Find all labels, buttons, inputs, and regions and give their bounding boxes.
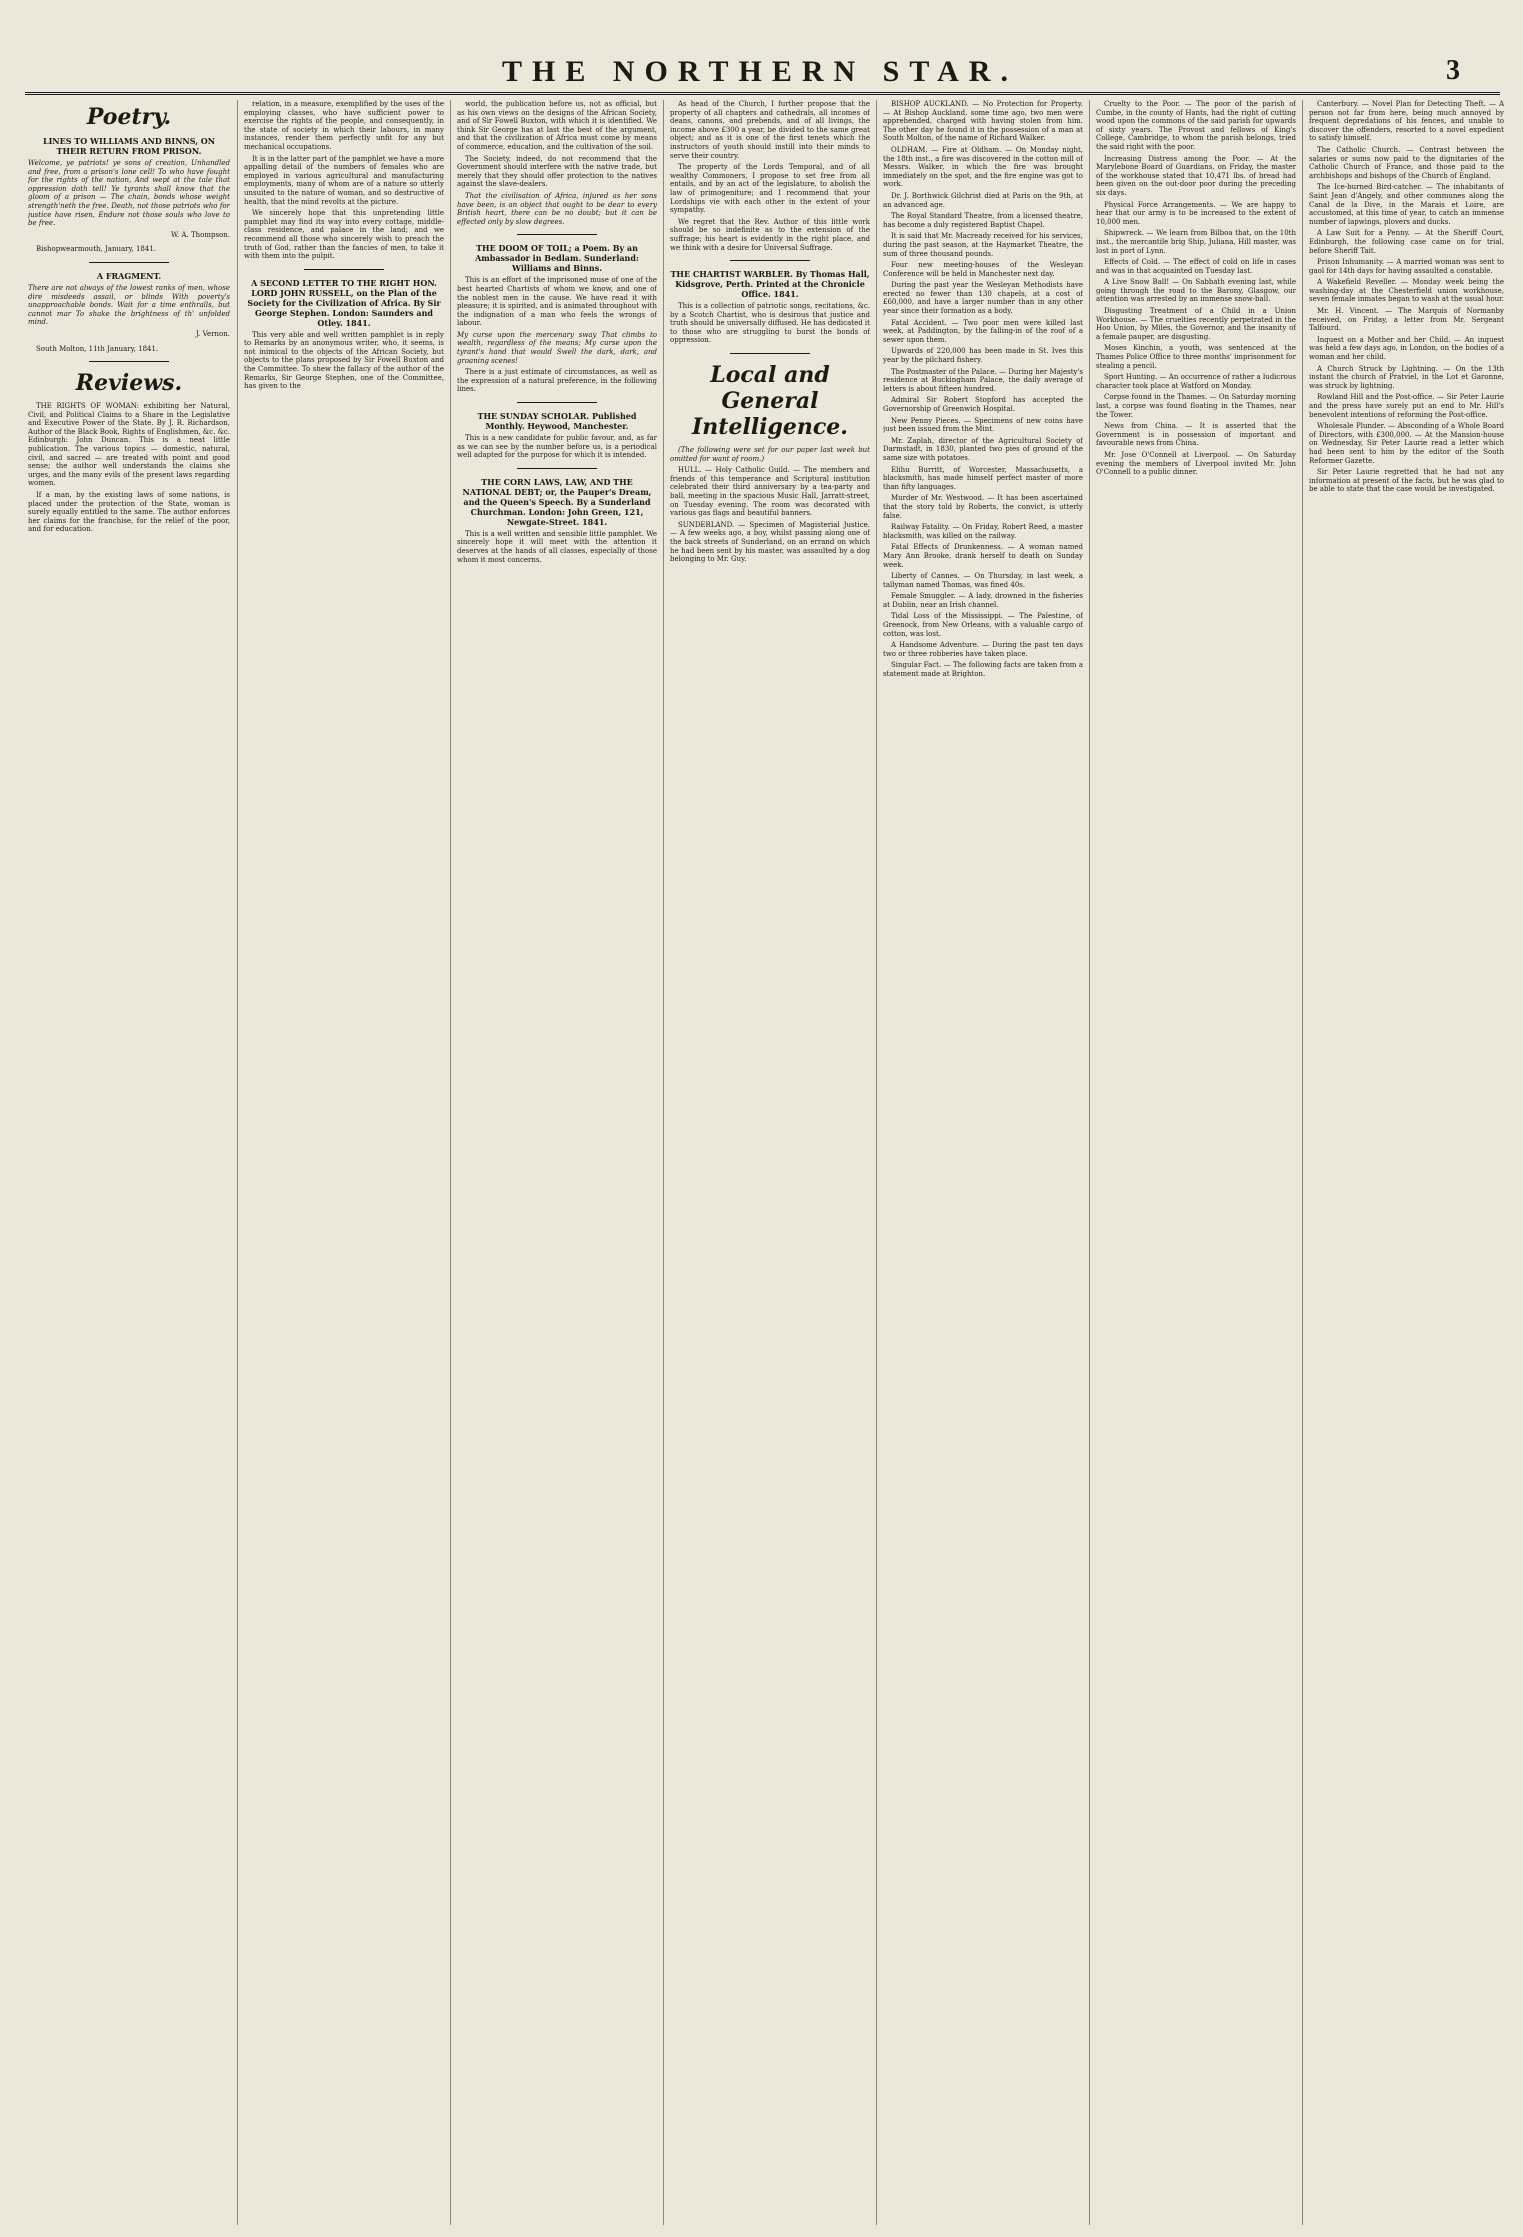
news-item: The Catholic Church. — Contrast between the salaries or sums now paid to the dignitaries of the Catholic Church of France, and those paid to the archbishops and bishops of the Church of England.	[1309, 145, 1504, 180]
news-item: OLDHAM. — Fire at Oldham. — On Monday night, the 18th inst., a fire was discovered in the cotton mill of Messrs. Walker, in which the fire was brought immediately on the spot, and the fire engine was got to work.	[883, 145, 1083, 189]
news-item: Fatal Accident. — Two poor men were killed last week, at Paddington, by the falling-in of the roof of a sewer upon them.	[883, 318, 1083, 344]
fragment-title: A FRAGMENT.	[96, 270, 162, 281]
news-item: The Royal Standard Theatre, from a licensed theatre, has become a duly registered Baptist Chapel.	[883, 212, 1083, 229]
column-1	[28, 100, 230, 2225]
article-text: It is in the latter part of the pamphlet we have a more appalling detail of the numbers of females who are employed in various agricultural and manufacturing employments, many of whom are of a nature so utterly unsuited to the nature of woman, and so destructive of health, that the mind revolts at the picture.	[244, 154, 444, 206]
news-item: Tidal Loss of the Mississippi. — The Palestine, of Greenock, from New Orleans, with a valuable cargo of cotton, was lost.	[883, 612, 1083, 638]
poem-text: Welcome, ye patriots! ye sons of creation, Unhandled and free, from a prison's lone cell! To who have fought for the rights of the nation, And wept at the tale that oppression doth tell! Ye tyrants shall know that the gloom of a prison — The chain, bonds whose weight strength'neth the free. Death, not those patriots who for justice have risen, Endure not those souls who love to be free.	[28, 159, 230, 228]
news-item: It is said that Mr. Macready received for his services, during the past season, at the Haymarket Theatre, the sum of three thousand pounds.	[883, 232, 1083, 258]
column-5	[883, 100, 1083, 2225]
masthead-title: THE NORTHERN STAR.	[502, 55, 1018, 88]
news-item: Dr. J. Borthwick Gilchrist died at Paris on the 9th, at an advanced age.	[883, 191, 1083, 209]
news-item: SUNDERLAND. — Specimen of Magisterial Justice. — A few weeks ago, a boy, whilst passing along one of the back streets of Sunderland, on an errand on which he had been sent by his master, was assaulted by a dog belonging to Mr. Guy.	[670, 520, 870, 564]
article-text: world, the publication before us, not as official, but as his own views on the designs of the African Society, and of Sir Fowell Buxton, with which it is identified. We think Sir George has at last the best of the argument, and that the civilization of Africa must come by means of commerce, education, and the cultivation of the soil.	[457, 100, 657, 151]
news-item: Rowland Hill and the Post-office. — Sir Peter Laurie and the press have surely put an end to Mr. Hill's benevolent intentions of reforming the Post-office.	[1309, 393, 1504, 419]
news-item: Inquest on a Mother and her Child. — An inquest was held a few days ago, in London, on the bodies of a woman and her child.	[1309, 335, 1504, 362]
section-head-reviews: Reviews.	[75, 370, 183, 397]
review-title: THE CORN LAWS, LAW, AND THE NATIONAL DEBT; or, the Pauper's Dream, and the Queen's Speech. By a Sunderland Churchman. London: John Green, 121, Newgate-Street. 1841.	[462, 476, 652, 527]
news-item: Female Smuggler. — A lady, drowned in the fisheries at Dublin, near an Irish channel.	[883, 592, 1083, 609]
news-item: Physical Force Arrangements. — We are happy to hear that our army is to be increased to the extent of 10,000 men.	[1096, 200, 1296, 226]
article-text: This is a collection of patriotic songs, recitations, &c. by a Scotch Chartist, who is desirous that justice and truth should be universally diffused. He has dedicated it to those who are struggling to burst the bonds of oppression.	[670, 302, 870, 345]
news-item: Four new meeting-houses of the Wesleyan Conference will be held in Manchester next day.	[883, 261, 1083, 278]
column-divider	[237, 100, 238, 2225]
news-item: A Law Suit for a Penny. — At the Sheriff Court, Edinburgh, the following case came on for trial, before Sheriff Tait.	[1309, 229, 1504, 255]
news-item: Increasing Distress among the Poor. — At the Marylebone Board of Guardians, on Friday, the master of the workhouse stated that 10,471 lbs. of bread had been given on the out-door poor during the preceding six days.	[1096, 154, 1296, 197]
news-item: Murder of Mr. Westwood. — It has been ascertained that the story told by Roberts, the convict, is utterly false.	[883, 494, 1083, 520]
article-text: The Society, indeed, do not recommend that the Government should interfere with the native trade, but merely that they should offer protection to the natives against the slave-dealers.	[457, 154, 657, 189]
news-item: Upwards of 220,000 has been made in St. Ives this year by the pilchard fishery.	[883, 347, 1083, 365]
article-quote: That the civilisation of Africa, injured as her sons have been, is an object that ought to be dear to every British heart, there can be no doubt; but it can be effected only by slow degrees.	[457, 191, 657, 226]
article-text: As head of the Church, I further propose that the property of all chapters and cathedrals, all incomes of deans, canons, and prebends, and of all livings, the income above £300 a year, be divided to the same great object; and as it is one of the first tenets which the instructors of youth should instill into their minds to serve their country.	[670, 100, 870, 160]
news-item: Shipwreck. — We learn from Bilboa that, on the 10th inst., the mercantile brig Ship, Juliana, Hill master, was lost in port of Lynn.	[1096, 229, 1296, 255]
news-item: During the past year the Wesleyan Methodists have erected no fewer than 130 chapels, at a cost of £60,000, and have a larger number than in any other year since their formation as a body.	[883, 281, 1083, 316]
article-text: relation, in a measure, exemplified by the uses of the employing classes, who have sufficient power to exercise the rights of the people, and consequently, in the state of society in which their labours, in many instances, render them perfectly unfit for any but mechanical occupations.	[244, 100, 444, 151]
news-item: Singular Fact. — The following facts are taken from a statement made at Brighton.	[883, 661, 1083, 679]
news-item: A Church Struck by Lightning. — On the 13th instant the church of Pratviel, in the Lot et Garonne, was struck by lightning.	[1309, 364, 1504, 390]
news-item: Elihu Burritt, of Worcester, Massachusetts, a blacksmith, has made himself perfect master of more than fifty languages.	[883, 465, 1083, 491]
column-divider	[1302, 100, 1303, 2225]
fragment-place: South Molton, 11th January, 1841.	[36, 344, 159, 353]
news-item: Cruelty to the Poor. — The poor of the parish of Cumbe, in the county of Hants, had the right of cutting wood upon the commons of the said parish for upwards of sixty years. The Provost and fellows of King's College, Cambridge, to whom the parish belongs, tried the said right with the poor.	[1096, 100, 1296, 151]
news-item: Mr. H. Vincent. — The Marquis of Normanby received, on Friday, a letter from Mr. Sergeant Talfourd.	[1309, 307, 1504, 333]
news-item: HULL. — Holy Catholic Guild. — The members and friends of this temperance and Scriptural institution celebrated their third anniversary by a tea-party and ball, meeting in the spacious Music Hall, Jarratt-street, on Tuesday evening. The room was decorated with various gas flags and beautiful banners.	[670, 466, 870, 518]
column-divider	[663, 100, 664, 2225]
news-item: Mr. Zaplah, director of the Agricultural Society of Darmstadt, in 1830, planted two pies of ground of the same size with potatoes.	[883, 436, 1083, 462]
poem-title: LINES TO WILLIAMS AND BINNS, ON THEIR RETURN FROM PRISON.	[42, 136, 216, 156]
news-item: Canterbury. — Novel Plan for Detecting Theft. — A person not far from here, being much annoyed by frequent depredations of his fences, and unable to discover the offenders, resorted to a novel expedient to satisfy himself.	[1309, 100, 1504, 143]
review-title: THE DOOM OF TOIL; a Poem. By an Ambassador in Bedlam. Sunderland: Williams and Binns.	[475, 243, 639, 274]
news-item: Mr. Jose O'Connell at Liverpool. — On Saturday evening the members of Liverpool invited Mr. John O'Connell to a public dinner.	[1096, 450, 1296, 477]
section-head-local: Local and General Intelligence.	[692, 362, 848, 441]
news-item: A Wakefield Reveller. — Monday week being the washing-day at the Chesterfield union workhouse, seven female inmates began to wash at the usual hour.	[1309, 278, 1504, 304]
column-7	[1309, 100, 1504, 2225]
news-item: Railway Fatality. — On Friday, Robert Reed, a master blacksmith, was killed on the railway.	[883, 523, 1083, 540]
news-item: Admiral Sir Robert Stopford has accepted the Governorship of Greenwich Hospital.	[883, 396, 1083, 413]
article-text: There is a just estimate of circumstances, as well as the expression of a natural preference, in the following lines.	[457, 368, 657, 394]
news-item: Sir Peter Laurie regretted that he had not any information at present of the facts, but he was glad to be able to state that the case would be investigated.	[1309, 468, 1504, 494]
section-head-poetry: Poetry.	[86, 104, 172, 130]
news-item: New Penny Pieces. — Specimens of new coins have just been issued from the Mint.	[883, 416, 1083, 434]
news-item: Wholesale Plunder. — Absconding of a Whole Board of Directors, with £300,000. — At the Mansion-house on Wednesday, Sir Peter Laurie read a letter which had been sent to him by the editor of the South Reformer Gazette.	[1309, 422, 1504, 465]
masthead-rule	[25, 92, 1500, 95]
news-item: BISHOP AUCKLAND. — No Protection for Property. — At Bishop Auckland, some time ago, two men were apprehended, charged with having stolen from him. The other day he found it in the possession of a man at South Molton, of the name of Richard Walker.	[883, 100, 1083, 143]
news-item: A Live Snow Ball! — On Sabbath evening last, while going through the road to the Barony, Glasgow, our attention was arrested by an immense snow-ball.	[1096, 278, 1296, 304]
article-text: This very able and well written pamphlet is in reply to Remarks by an anonymous writer, who, it seems, is not inimical to the objects of the African Society, but objects to the plans proposed by Sir Fowell Buxton and the Committee. To shew the fallacy of the author of the Remarks, Sir George Stephen, one of the Committee, has given to the	[244, 330, 444, 391]
column-4	[670, 100, 870, 2225]
news-item: Liberty of Cannes. — On Thursday, in last week, a tallyman named Thomas, was fined 40s.	[883, 572, 1083, 589]
news-item: Corpse found in the Thames. — On Saturday morning last, a corpse was found floating in the Thames, near the Tower.	[1096, 393, 1296, 419]
column-divider	[876, 100, 877, 2225]
article-text: We regret that the Rev. Author of this little work should be so indefinite as to the extension of the suffrage; his heart is evidently in the right place, and we think with a desire for Universal Suffrage.	[670, 217, 870, 252]
article-text: We sincerely hope that this unpretending little pamphlet may find its way into every cottage, middle-class residence, and palace in the land; and we recommend all those who sincerely wish to preach the truth of God, rather than the fancies of men, to take it with them into the pulpit.	[244, 209, 444, 261]
news-item: Effects of Cold. — The effect of cold on life in cases and was in that acquainted on Tuesday last.	[1096, 258, 1296, 275]
news-item: The Ice-burned Bird-catcher. — The inhabitants of Saint Jean d'Angely, and other communes along the Canal de la Dive, in the Marais et Loire, are accustomed, at this time of year, to catch an immense number of lapwings, plovers and ducks.	[1309, 183, 1504, 226]
review-title: THE CHARTIST WARBLER. By Thomas Hall, Kidsgrove, Perth. Printed at the Chronicle Office. 1841.	[670, 269, 870, 300]
news-item: Moses Kinchin, a youth, was sentenced at the Thames Police Office to three months' imprisonment for stealing a pencil.	[1096, 344, 1296, 370]
article-text: The property of the Lords Temporal, and of all wealthy Commoners, I propose to set free from all entails, and by an act of the legislature, to abolish the law of primogeniture; and I recommend that your Lordships vie with each other in the extent of your sympathy.	[670, 163, 870, 215]
news-item: News from China. — It is asserted that the Government is in possession of important and favourable news from China.	[1096, 422, 1296, 448]
column-3	[457, 100, 657, 2225]
news-item: Fatal Effects of Drunkenness. — A woman named Mary Ann Brooke, drank herself to death on Sunday week.	[883, 543, 1083, 569]
news-item: Sport Hunting. — An occurrence of rather a ludicrous character took place at Watford on Monday.	[1096, 373, 1296, 390]
article-text: This is an effort of the imprisoned muse of one of the best hearted Chartists of whom we know, and one of the noblest men in the cause. We have read it with pleasure; it is spirited, and is animated throughout with the indignation of a man who feels the wrongs of labour.	[457, 276, 657, 328]
review-text: THE RIGHTS OF WOMAN: exhibiting her Natural, Civil, and Political Claims to a Share in the Legislative and Executive Power of the State. By J. R. Richardson, Author of the Black Book, Rights of Englishmen, &c. &c. Edinburgh: John Duncan. This is a neat little publication. The various topics — domestic, natural, civil, and sacred — are treated with point and good sense; the author well understands the claims she urges, and the many evils of the present laws regarding women.	[28, 402, 230, 488]
news-item: Prison Inhumanity. — A married woman was sent to gaol for 14th days for having assaulted a constable.	[1309, 258, 1504, 275]
column-6	[1096, 100, 1296, 2225]
review-text: If a man, by the existing laws of some nations, is placed under the protection of the State, woman is surely equally entitled to the same. The author enforces her claims for the franchise, for the relief of the poor, and for education.	[28, 491, 230, 534]
news-item: A Handsome Adventure. — During the past ten days two or three robberies have taken place.	[883, 641, 1083, 658]
poem-text: My curse upon the mercenary sway That climbs to wealth, regardless of the means; My curse upon the tyrant's hand that would Swell the dark, dark, and groaning scenes!	[457, 330, 657, 365]
editorial-note: (The following were set for our paper last week but omitted for want of room.)	[670, 446, 870, 463]
fragment-text: There are not always of the lowest ranks of men, whose dire misdeeds assail, or blinds With poverty's unapproachable bonds. Wait for a time enthralls, but cannot mar To shake the brightness of th' unfolded mind.	[28, 283, 230, 327]
page-number: 3	[1446, 55, 1460, 86]
review-title: A SECOND LETTER TO THE RIGHT HON. LORD JOHN RUSSELL, on the Plan of the Society for the Civilization of Africa. By Sir George Stephen. London: Saunders and Otley. 1841.	[247, 277, 441, 328]
review-title: THE SUNDAY SCHOLAR. Published Monthly. Heywood, Manchester.	[477, 411, 637, 432]
poem-author: W. A. Thompson.	[171, 230, 230, 239]
fragment-author: J. Vernon.	[195, 329, 230, 338]
article-text: This is a well written and sensible little pamphlet. We sincerely hope it will meet with the attention it deserves at the hands of all classes, especially of those whom it most concerns.	[457, 529, 657, 564]
column-2	[244, 100, 444, 2225]
column-divider	[450, 100, 451, 2225]
news-item: The Postmaster of the Palace. — During her Majesty's residence at Buckingham Palace, the daily average of letters is about fifteen hundred.	[883, 367, 1083, 393]
masthead	[40, 55, 1480, 88]
news-item: Disgusting Treatment of a Child in a Union Workhouse. — The cruelties recently perpetrated in the Hoo Union, by Miles, the Governor, and the insanity of a female pauper, are disgusting.	[1096, 307, 1296, 341]
article-text: This is a new candidate for public favour, and, as far as we can see by the number before us, is a periodical well adapted for the purpose for which it is intended.	[457, 434, 657, 460]
poem-place: Bishopwearmouth, January, 1841.	[36, 245, 156, 254]
column-divider	[1089, 100, 1090, 2225]
